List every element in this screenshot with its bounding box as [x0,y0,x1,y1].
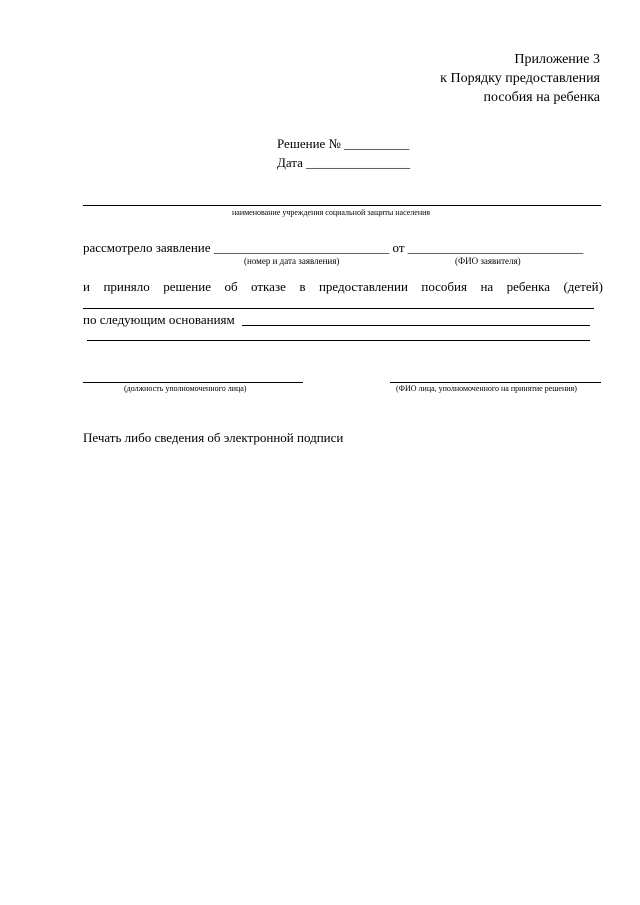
review-statement: рассмотрело заявление ___________________________ от ___________________________ [83,240,584,255]
refusal-word: приняло [103,279,150,294]
position-caption: (должность уполномоченного лица) [124,384,247,393]
grounds-label: по следующим основаниям [83,312,235,327]
appendix-header [440,50,600,107]
refusal-word: пособия [421,279,467,294]
grounds-line-1 [242,325,590,326]
refusal-word: предоставлении [318,279,408,294]
appendix-reference: к Порядку предоставления [440,71,600,86]
refusal-word: решение [163,279,211,294]
appendix-subject: пособия на ребенка [483,90,600,105]
institution-caption: наименование учреждения социальной защиты населения [232,208,431,217]
stamp-note: Печать либо сведения об электронной подписи [83,430,344,445]
refusal-word: в [299,279,306,294]
application-caption: (номер и дата заявления) [244,256,340,266]
appendix-number: Приложение 3 [514,52,600,67]
decision-header [277,134,410,172]
refusal-word: на [480,279,494,294]
refusal-continuation-line [83,308,594,309]
position-signature-line [83,382,303,383]
applicant-caption: (ФИО заявителя) [455,256,521,266]
person-caption: (ФИО лица, уполномоченного на принятие решения) [396,384,577,393]
decision-number-line: Решение № __________ [277,136,410,151]
refusal-statement [83,279,603,295]
refusal-word: отказе [251,279,286,294]
refusal-word: и [83,279,90,294]
refusal-word: ребенка [506,279,550,294]
refusal-word: (детей) [563,279,603,294]
grounds-line-2 [87,340,590,341]
refusal-word: об [224,279,238,294]
decision-date-line: Дата ________________ [277,155,411,170]
person-signature-line [390,382,601,383]
institution-name-line [83,205,601,206]
